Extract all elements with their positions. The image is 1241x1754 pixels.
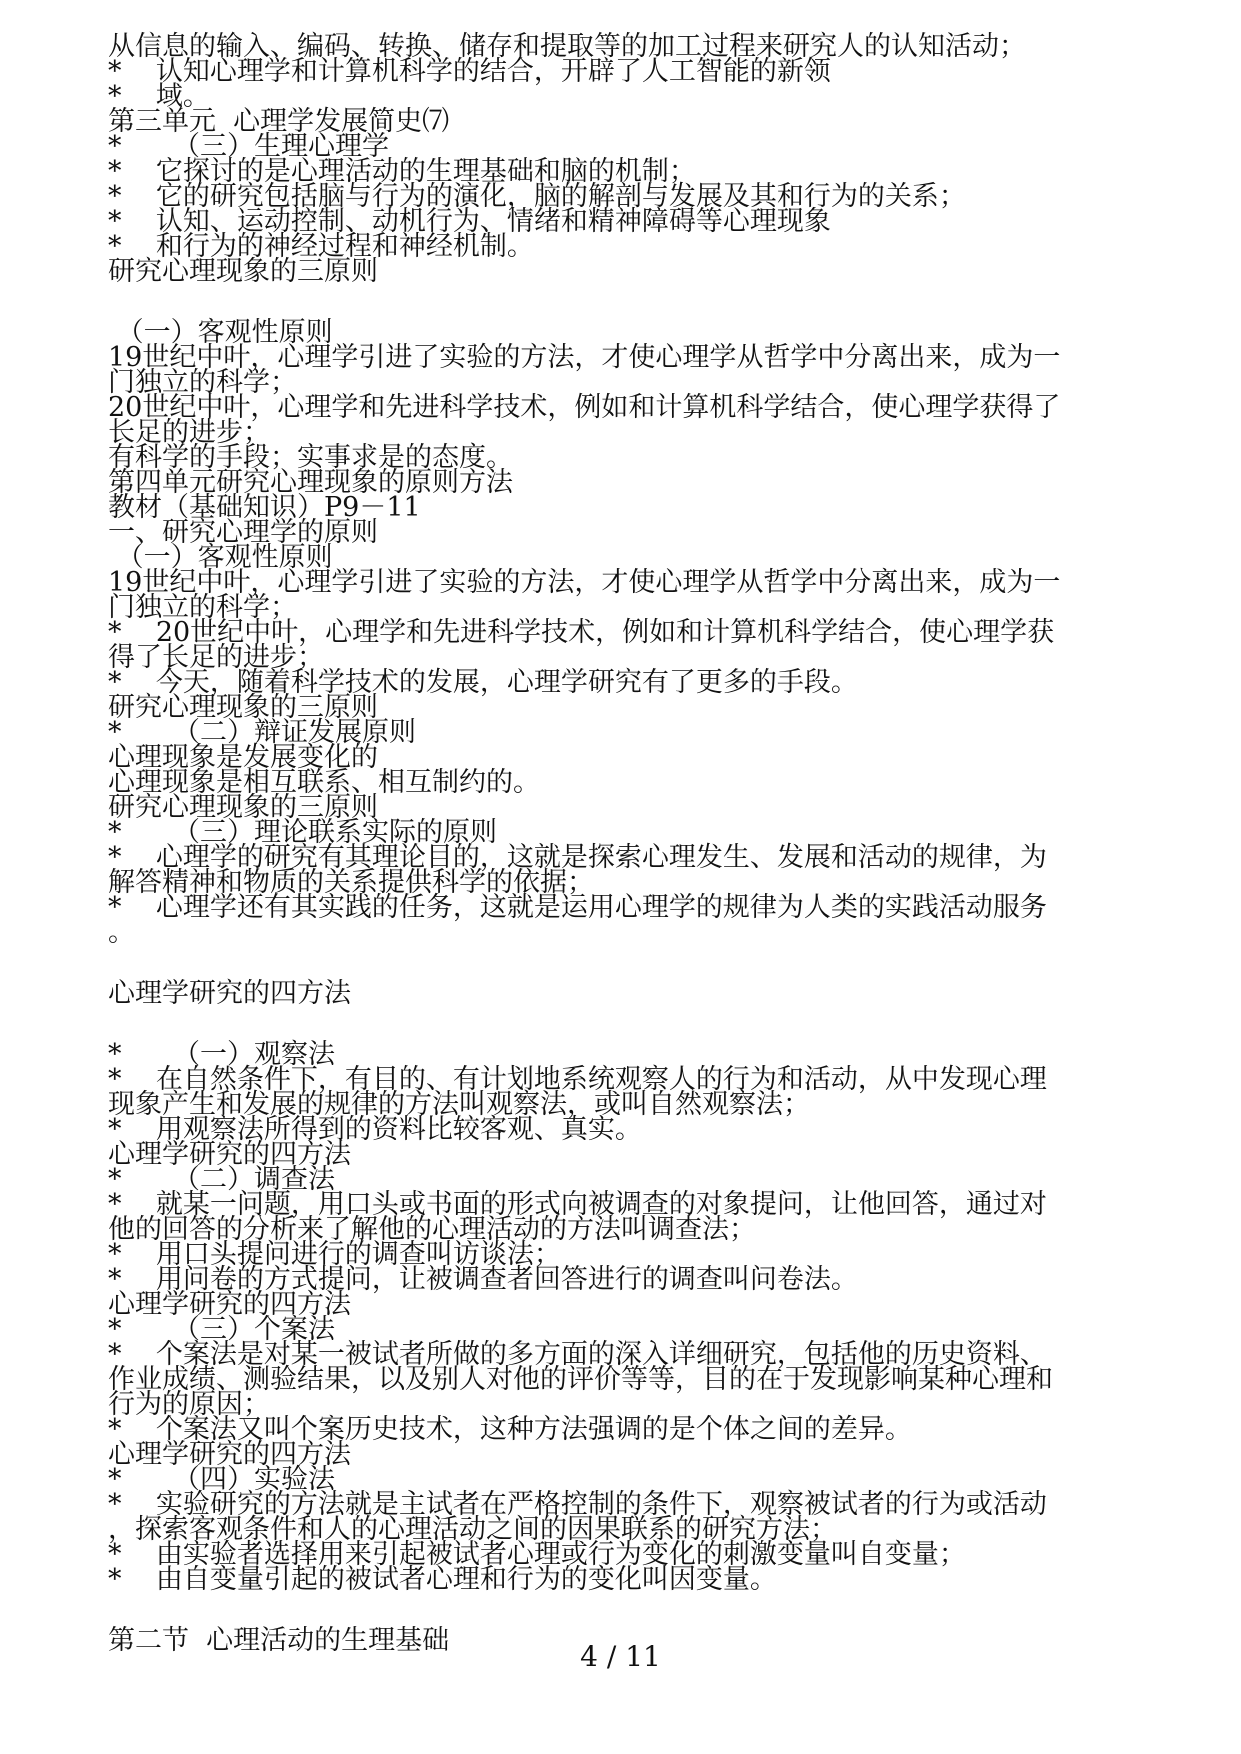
section-heading: 第四单元研究心理现象的原则方法 [108, 467, 513, 498]
text-line: * 用观察法所得到的资料比较客观、真实。 [108, 1114, 642, 1145]
page-number: 4 / 11 [580, 1640, 661, 1673]
text-line: * 用口头提问进行的调查叫访谈法； [108, 1239, 561, 1270]
text-line: * 它的研究包括脑与行为的演化，脑的解剖与发展及其和行为的关系； [108, 181, 966, 212]
text-line: ，探索客观条件和人的心理活动之间的因果联系的研究方法； [108, 1514, 837, 1545]
text-line: 心理现象是相互联系、相互制约的。 [108, 767, 540, 798]
text-line: 有科学的手段；实事求是的态度。 [108, 442, 513, 473]
text-line: * 就某一问题，用口头或书面的形式向被调查的对象提问，让他回答，通过对 [108, 1189, 1047, 1220]
section-heading: 研究心理现象的三原则 [108, 692, 378, 723]
text-line: * 在自然条件下，有目的、有计划地系统观察人的行为和活动，从中发现心理 [108, 1064, 1047, 1095]
section-heading: 研究心理现象的三原则 [108, 792, 378, 823]
text-line: * （三）生理心理学 [108, 131, 389, 162]
text-line: 20世纪中叶，心理学和先进科学技术，例如和计算机科学结合，使心理学获得了 [108, 392, 1061, 423]
text-line: * （四）实验法 [108, 1464, 335, 1495]
section-heading: 第二节 心理活动的生理基础 [108, 1625, 450, 1656]
text-line: * （一）观察法 [108, 1039, 335, 1070]
text-line: 从信息的输入、编码、转换、储存和提取等的加工过程来研究人的认知活动； [108, 31, 1026, 62]
text-line: 19世纪中叶，心理学引进了实验的方法，才使心理学从哲学中分离出来，成为一 [108, 567, 1061, 598]
text-line: 。 [108, 917, 135, 948]
text-line: * 心理学还有其实践的任务，这就是运用心理学的规律为人类的实践活动服务 [108, 892, 1047, 923]
text-line: （一）客观性原则 [108, 317, 333, 348]
text-line: 行为的原因； [108, 1389, 270, 1420]
document-body [108, 31, 1148, 1656]
text-line: 19世纪中叶，心理学引进了实验的方法，才使心理学从哲学中分离出来，成为一 [108, 342, 1061, 373]
text-line: * 认知心理学和计算机科学的结合，开辟了人工智能的新领 [108, 56, 831, 87]
text-line: 门独立的科学； [108, 367, 297, 398]
text-line: 解答精神和物质的关系提供科学的依据； [108, 867, 594, 898]
text-line: * 个案法是对某一被试者所做的多方面的深入详细研究，包括他的历史资料、 [108, 1339, 1047, 1370]
text-line: * 由实验者选择用来引起被试者心理或行为变化的刺激变量叫自变量； [108, 1539, 966, 1570]
section-heading: 第三单元 心理学发展简史⑺ [108, 106, 450, 137]
text-line: * （二）调查法 [108, 1164, 335, 1195]
text-line: * 20世纪中叶，心理学和先进科学技术，例如和计算机科学结合，使心理学获 [108, 617, 1055, 648]
text-line: （一）客观性原则 [108, 542, 333, 573]
text-line: 得了长足的进步； [108, 642, 324, 673]
text-line: * 它探讨的是心理活动的生理基础和脑的机制； [108, 156, 696, 187]
text-line: 作业成绩、测验结果，以及别人对他的评价等等，目的在于发现影响某种心理和 [108, 1364, 1053, 1395]
text-line: * 和行为的神经过程和神经机制。 [108, 231, 534, 262]
section-heading: 研究心理现象的三原则 [108, 256, 378, 287]
text-line: * （三）理论联系实际的原则 [108, 817, 497, 848]
text-line: * 个案法又叫个案历史技术，这种方法强调的是个体之间的差异。 [108, 1414, 912, 1445]
text-line: 他的回答的分析来了解他的心理活动的方法叫调查法； [108, 1214, 756, 1245]
text-line: 长足的进步； [108, 417, 270, 448]
text-line: 门独立的科学； [108, 592, 297, 623]
text-line: * 认知、运动控制、动机行为、情绪和精神障碍等心理现象 [108, 206, 831, 237]
text-line: * 用问卷的方式提问，让被调查者回答进行的调查叫问卷法。 [108, 1264, 858, 1295]
text-line: * （二）辩证发展原则 [108, 717, 416, 748]
text-line: * 由自变量引起的被试者心理和行为的变化叫因变量。 [108, 1564, 777, 1595]
text-line: 一、研究心理学的原则 [108, 517, 378, 548]
text-line: * （三）个案法 [108, 1314, 335, 1345]
text-line: 现象产生和发展的规律的方法叫观察法，或叫自然观察法； [108, 1089, 810, 1120]
section-heading: 心理学研究的四方法 [108, 1139, 351, 1170]
text-line: 心理现象是发展变化的 [108, 742, 378, 773]
section-heading: 心理学研究的四方法 [108, 978, 351, 1009]
section-heading: 心理学研究的四方法 [108, 1289, 351, 1320]
text-line: * 实验研究的方法就是主试者在严格控制的条件下，观察被试者的行为或活动 [108, 1489, 1047, 1520]
section-heading: 心理学研究的四方法 [108, 1439, 351, 1470]
text-line: * 今天，随着科学技术的发展，心理学研究有了更多的手段。 [108, 667, 858, 698]
text-line: 教材（基础知识）P9－11 [108, 492, 421, 523]
text-line: * 域。 [108, 81, 210, 112]
text-line: * 心理学的研究有其理论目的，这就是探索心理发生、发展和活动的规律，为 [108, 842, 1047, 873]
